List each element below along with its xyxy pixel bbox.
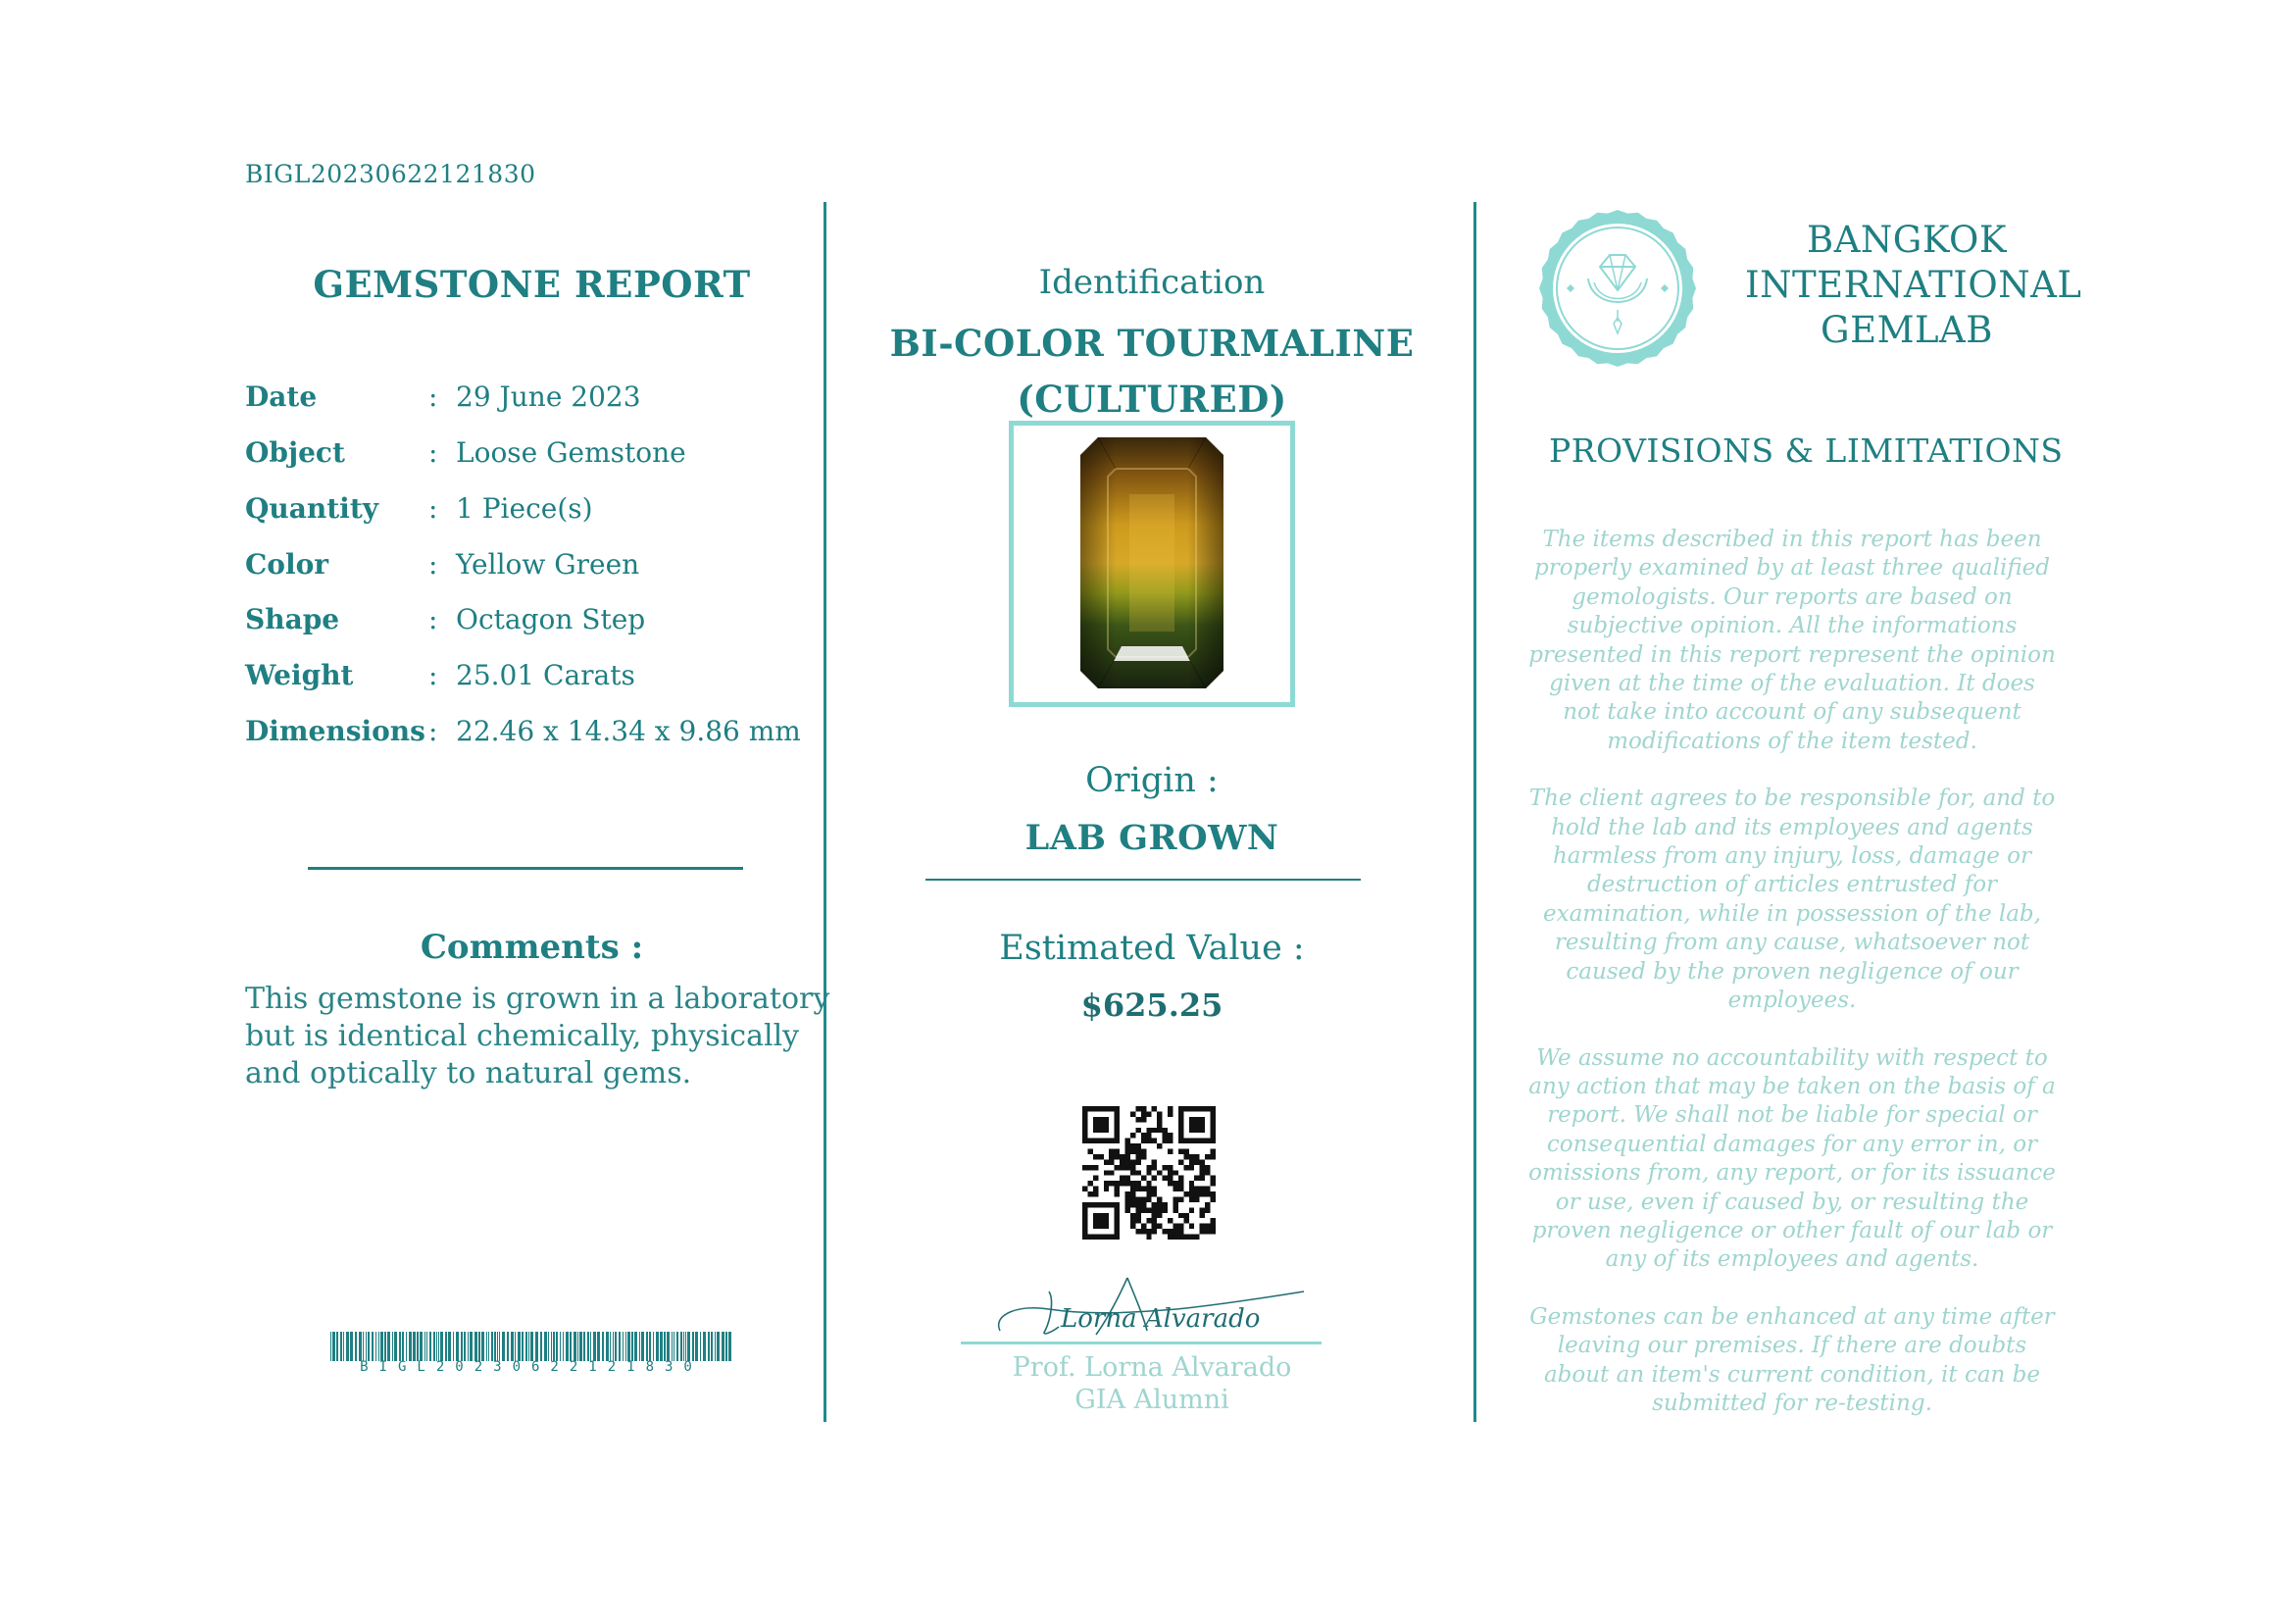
gemstone-photo (1014, 426, 1290, 702)
provisions-paragraph: Gemstones can be enhanced at any time after leaving our premises. If there are doubts about an item's current condition, it can be submitted for re-testing. (1529, 1303, 2055, 1416)
field-colon: : (428, 548, 438, 581)
field-colon: : (428, 380, 438, 413)
estimated-value-label: Estimated Value : (999, 929, 1305, 968)
provisions-paragraph: The items described in this report has been properly examined by at least three qualified gemologists. Our reports are based on subjective opinion. All the informations presented in this report represent the opinion given at the time of the evaluation. It does not take into account of any subsequent modifications of the item tested. (1528, 527, 2056, 754)
column-divider-left (824, 202, 826, 1422)
report-title: GEMSTONE REPORT (313, 263, 751, 306)
field-label: Object (245, 436, 345, 469)
lab-name-line3: GEMLAB (1821, 309, 1993, 351)
provisions-body (1527, 526, 2057, 1446)
identification-label: Identification (1038, 263, 1266, 302)
origin-value: LAB GROWN (1024, 818, 1279, 858)
lab-name-line2: INTERNATIONAL (1745, 264, 2082, 306)
signer (828, 1351, 1475, 1416)
barcode (330, 1332, 732, 1361)
signer-name: Prof. Lorna Alvarado (1012, 1352, 1292, 1383)
estimated-value-amount: $625.25 (1080, 987, 1223, 1024)
provisions-title: PROVISIONS & LIMITATIONS (1549, 431, 2064, 470)
provisions-paragraph: The client agrees to be responsible for, and to hold the lab and its employees and agents harmless from any injury, loss, damage or destruction of articles entrusted for examination, while in possession of the lab, resulting from any cause, whatsoever not caused by the proven negligence of our employees. (1528, 785, 2056, 1014)
gemlab-seal-icon (1537, 208, 1698, 369)
field-label: Date (245, 380, 318, 413)
gemstone-photo-frame (1009, 421, 1295, 707)
field-label: Dimensions (245, 715, 425, 747)
field-value: Yellow Green (456, 548, 640, 581)
signature-text: Lorna Alvarado (1061, 1304, 1261, 1334)
divider-rule (308, 867, 743, 870)
field-value: 25.01 Carats (456, 659, 635, 691)
field-value: 29 June 2023 (456, 380, 641, 413)
field-label: Quantity (245, 492, 379, 525)
field-value: 22.46 x 14.34 x 9.86 mm (456, 715, 801, 747)
origin-label: Origin : (1085, 761, 1219, 800)
comments-title: Comments : (420, 928, 644, 967)
signature (980, 1270, 1314, 1343)
lab-name (1745, 218, 2082, 353)
lab-name-line1: BANGKOK (1807, 219, 2007, 261)
field-colon: : (428, 659, 438, 691)
stone-name (828, 316, 1475, 428)
field-colon: : (428, 436, 438, 469)
field-colon: : (428, 492, 438, 525)
field-label: Shape (245, 603, 340, 635)
divider-rule (925, 879, 1361, 881)
field-colon: : (428, 603, 438, 635)
field-colon: : (428, 715, 438, 747)
qr-code[interactable] (1082, 1106, 1216, 1240)
barcode-text: BIGL20230622121830 (360, 1359, 703, 1375)
field-value: Octagon Step (456, 603, 646, 635)
comments-text: This gemstone is grown in a laboratory but is identical chemically, physically and optically to natural gems. (245, 982, 830, 1090)
field-label: Color (245, 548, 329, 581)
field-value: 1 Piece(s) (456, 492, 593, 525)
signature-rule (961, 1342, 1322, 1344)
provisions-paragraph: We assume no accountability with respect to any action that may be taken on the basis of a report. We shall not be liable for special or consequential damages for any error in, or omissions from, any report, or for its issuance or use, even if caused by, or resulting the proven negligence or other fault of our lab or any of its employees and agents. (1528, 1044, 2056, 1273)
signer-title: GIA Alumni (1074, 1385, 1229, 1415)
field-label: Weight (245, 659, 354, 691)
stone-name-line2: (CULTURED) (1017, 378, 1287, 421)
field-value: Loose Gemstone (456, 436, 686, 469)
stone-name-line1: BI-COLOR TOURMALINE (889, 322, 1415, 365)
report-id: BIGL20230622121830 (245, 160, 536, 188)
